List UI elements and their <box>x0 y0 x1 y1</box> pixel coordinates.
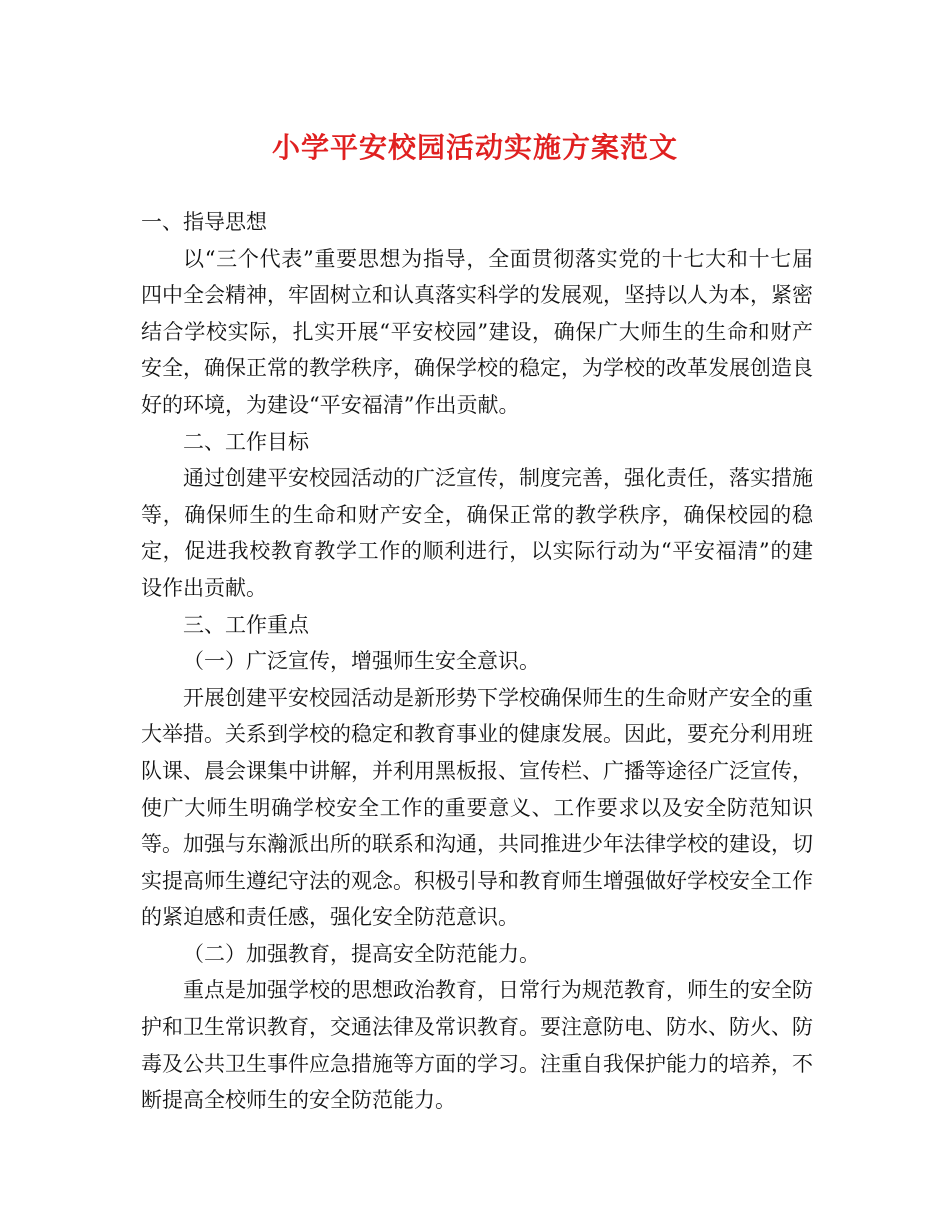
paragraph-education: 重点是加强学校的思想政治教育，日常行为规范教育，师生的安全防护和卫生常识教育，交通法律及常识教育。要注意防电、防水、防火、防毒及公共卫生事件应急措施等方面的学习。注重自我保护能力的培养，不断提高全校师生的安全防范能力。 <box>141 978 813 1113</box>
section-heading-2: 二、工作目标 <box>183 429 309 454</box>
paragraph-work-goals: 通过创建平安校园活动的广泛宣传，制度完善，强化责任，落实措施等，确保师生的生命和财产安全，确保正常的教学秩序，确保校园的稳定，促进我校教育教学工作的顺利进行，以实际行动为“平安福清”的建设作出贡献。 <box>141 466 813 600</box>
section-heading-3: 三、工作重点 <box>183 612 309 637</box>
document-title: 小学平安校园活动实施方案范文 <box>271 131 678 164</box>
section-heading-1: 一、指导思想 <box>141 210 267 234</box>
subsection-heading-1: （一）广泛宣传，增强师生安全意识。 <box>183 649 540 674</box>
paragraph-publicity: 开展创建平安校园活动是新形势下学校确保师生的生命财产安全的重大举措。关系到学校的稳定和教育事业的健康发展。因此，要充分利用班队课、晨会课集中讲解，并利用黑板报、宣传栏、广播等途径广泛宣传，使广大师生明确学校安全工作的重要意义、工作要求以及安全防范知识等。加强与东瀚派出所的联系和沟通，共同推进少年法律学校的建设，切实提高师生遵纪守法的观念。积极引导和教育师生增强做好学校安全工作的紧迫感和责任感，强化安全防范意识。 <box>141 685 813 930</box>
subsection-heading-2: （二）加强教育，提高安全防范能力。 <box>183 941 540 966</box>
document-body <box>141 204 813 1119</box>
paragraph-guiding-ideology: 以“三个代表”重要思想为指导，全面贯彻落实党的十七大和十七届四中全会精神，牢固树立和认真落实科学的发展观，坚持以人为本，紧密结合学校实际，扎实开展“平安校园”建设，确保广大师生的生命和财产安全，确保正常的教学秩序，确保学校的稳定，为学校的改革发展创造良好的环境，为建设“平安福清”作出贡献。 <box>141 246 813 417</box>
